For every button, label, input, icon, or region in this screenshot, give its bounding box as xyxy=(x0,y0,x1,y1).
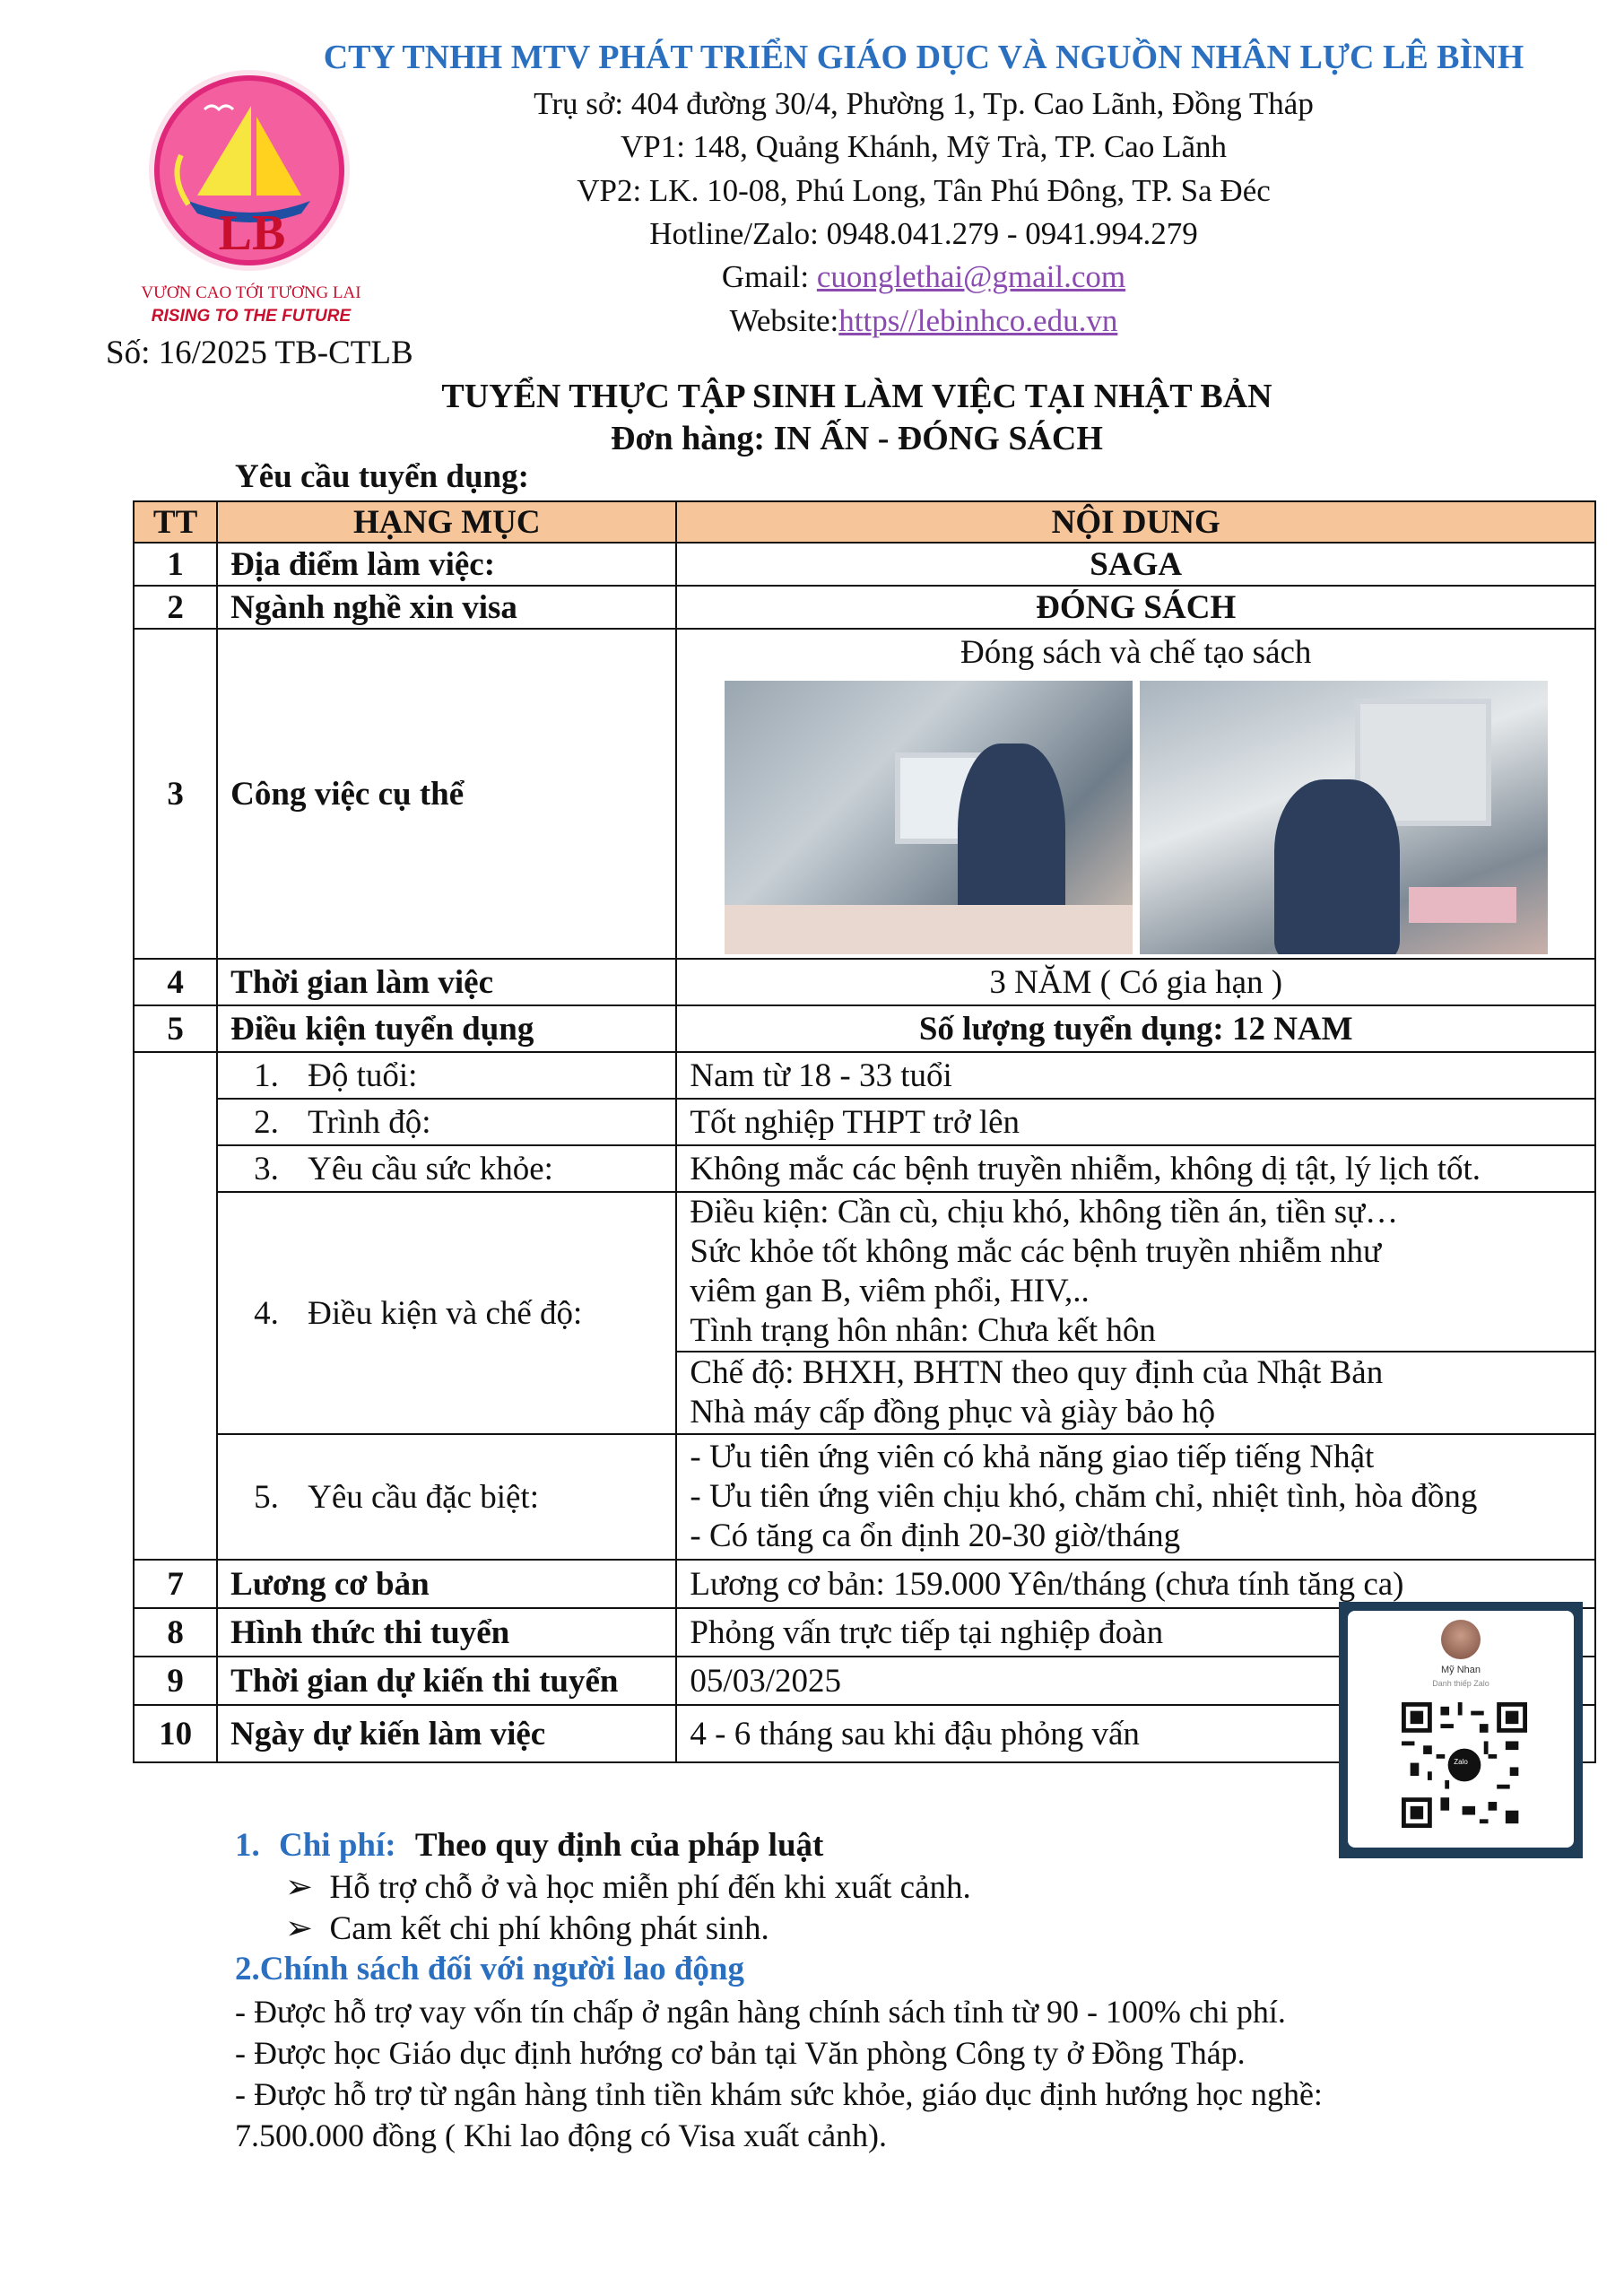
page-title: TUYỂN THỰC TẬP SINH LÀM VIỆC TẠI NHẬT BẢN xyxy=(441,378,1272,415)
job-description: Đóng sách và chế tạo sách xyxy=(960,634,1312,671)
table-subrow xyxy=(134,1434,1595,1560)
subrow-content: Tốt nghiệp THPT trở lên xyxy=(676,1099,1595,1145)
website-label: Website: xyxy=(729,303,839,338)
table-row xyxy=(134,959,1595,1005)
policy-line: - Được hỗ trợ vay vốn tín chấp ở ngân hàng chính sách tỉnh từ 90 - 100% chi phí. xyxy=(235,1994,1286,2030)
policy-line: 7.500.000 đồng ( Khi lao động có Visa xuất cảnh). xyxy=(235,2118,888,2153)
row-content: Số lượng tuyển dụng: 12 NAM xyxy=(676,1005,1595,1052)
job-photos xyxy=(690,681,1582,954)
costs-value: Theo quy định của pháp luật xyxy=(414,1827,824,1864)
table-subrow xyxy=(134,1192,1595,1352)
list-item: ➢ Cam kết chi phí không phát sinh. xyxy=(285,1910,769,1947)
row-content: 3 NĂM ( Có gia hạn ) xyxy=(676,959,1595,1005)
row-number: 10 xyxy=(134,1705,217,1762)
requirements-label: Yêu cầu tuyển dụng: xyxy=(235,458,529,495)
row-item: Địa điểm làm việc: xyxy=(217,543,676,586)
subrow-item: 4. Điều kiện và chế độ: xyxy=(217,1192,676,1434)
photo-worker-computer xyxy=(725,681,1133,954)
website-line xyxy=(386,303,1462,339)
address-line: VP1: 148, Quảng Khánh, Mỹ Trà, TP. Cao Lãnh xyxy=(620,129,1228,164)
row-content: Phỏng vấn trực tiếp tại nghiệp đoàn xyxy=(676,1608,1595,1657)
row-number: 3 xyxy=(134,629,217,959)
row-item: Hình thức thi tuyển xyxy=(217,1608,676,1657)
gmail-link[interactable]: cuonglethai@gmail.com xyxy=(816,259,1126,294)
row-number: 1 xyxy=(134,543,217,586)
header-content: NỘI DUNG xyxy=(676,501,1595,543)
subrow-item: 2. Trình độ: xyxy=(217,1099,676,1145)
subrow-item: 1. Độ tuổi: xyxy=(217,1052,676,1099)
website-link[interactable]: https//lebinhco.edu.vn xyxy=(838,303,1118,338)
table-subrow xyxy=(134,1099,1595,1145)
table-row xyxy=(134,543,1595,586)
row-content: 05/03/2025 xyxy=(676,1657,1595,1705)
row-number: 7 xyxy=(134,1560,217,1608)
table-row xyxy=(134,586,1595,629)
row-content: 4 - 6 tháng sau khi đậu phỏng vấn xyxy=(676,1705,1595,1762)
row-item: Lương cơ bản xyxy=(217,1560,676,1608)
row-content xyxy=(676,629,1595,959)
header-item: HẠNG MỤC xyxy=(217,501,676,543)
table-row xyxy=(134,1005,1595,1052)
row-number: 5 xyxy=(134,1005,217,1052)
row-content: ĐÓNG SÁCH xyxy=(676,586,1595,629)
subrow-content: Không mắc các bệnh truyền nhiễm, không dị tật, lý lịch tốt. xyxy=(676,1145,1595,1192)
gmail-label: Gmail: xyxy=(721,259,817,294)
logo-letters: LB xyxy=(218,205,286,261)
row-item: Thời gian dự kiến thi tuyển xyxy=(217,1657,676,1705)
address-line: Trụ sở: 404 đường 30/4, Phường 1, Tp. Cao Lãnh, Đồng Tháp xyxy=(534,86,1314,121)
qr-name: Mỹ Nhan xyxy=(1440,1665,1481,1675)
row-number: 4 xyxy=(134,959,217,1005)
table-header-row xyxy=(134,501,1595,543)
costs-label: Chi phí: xyxy=(279,1827,396,1864)
row-number: 9 xyxy=(134,1657,217,1705)
subrow-item: 3. Yêu cầu sức khỏe: xyxy=(217,1145,676,1192)
policy-line: - Được hỗ trợ từ ngân hàng tỉnh tiền khám sức khỏe, giáo dục định hướng học nghề: xyxy=(235,2076,1323,2112)
table-row xyxy=(134,1560,1595,1608)
gmail-line xyxy=(386,259,1462,295)
table-subrow xyxy=(134,1145,1595,1192)
company-logo xyxy=(135,70,368,366)
photo-worker-cutting xyxy=(1140,681,1548,954)
zalo-qr-card[interactable] xyxy=(1339,1602,1583,1858)
avatar xyxy=(1441,1620,1481,1659)
arrow-bullet-icon: ➢ xyxy=(285,1869,314,1906)
company-name: CTY TNHH MTV PHÁT TRIỂN GIÁO DỤC VÀ NGUỒN NHÂN LỰC LÊ BÌNH xyxy=(323,39,1524,76)
logo-tagline-en: RISING TO THE FUTURE xyxy=(151,307,352,326)
table-row xyxy=(134,629,1595,959)
row-item: Công việc cụ thể xyxy=(217,629,676,959)
page-subtitle: Đơn hàng: IN ẤN - ĐÓNG SÁCH xyxy=(611,420,1103,457)
document-number: Số: 16/2025 TB-CTLB xyxy=(106,335,413,371)
row-item: Thời gian làm việc xyxy=(217,959,676,1005)
subrow-content: Chế độ: BHXH, BHTN theo quy định của Nhật Bản Nhà máy cấp đồng phục và giày bảo hộ xyxy=(676,1352,1595,1434)
logo-tagline-vn: VƯƠN CAO TỚI TƯƠNG LAI xyxy=(141,283,361,302)
row-item: Ngành nghề xin visa xyxy=(217,586,676,629)
subrow-content: Nam từ 18 - 33 tuổi xyxy=(676,1052,1595,1099)
row-content: Lương cơ bản: 159.000 Yên/tháng (chưa tính tăng ca) xyxy=(676,1560,1595,1608)
qr-card-inner xyxy=(1348,1611,1574,1848)
subrow-item: 5. Yêu cầu đặc biệt: xyxy=(217,1434,676,1560)
hotline-line: Hotline/Zalo: 0948.041.279 - 0941.994.279 xyxy=(649,216,1198,251)
list-item: ➢ Hỗ trợ chỗ ở và học miễn phí đến khi xuất cảnh. xyxy=(285,1869,971,1906)
zalo-logo-label: Zalo xyxy=(1454,1758,1468,1766)
qr-subtitle: Danh thiếp Zalo xyxy=(1432,1679,1489,1688)
table-subrow xyxy=(134,1052,1595,1099)
costs-number: 1. xyxy=(235,1827,260,1864)
row-item: Điều kiện tuyển dụng xyxy=(217,1005,676,1052)
row-content: SAGA xyxy=(676,543,1595,586)
requirements-table xyxy=(133,500,1596,1763)
address-line: VP2: LK. 10-08, Phú Long, Tân Phú Đông, TP. Sa Đéc xyxy=(577,173,1271,208)
policy-heading: 2.Chính sách đối với người lao động xyxy=(235,1951,744,1987)
arrow-bullet-icon: ➢ xyxy=(285,1910,314,1947)
row-number: 8 xyxy=(134,1608,217,1657)
subrow-content: - Ưu tiên ứng viên có khả năng giao tiếp tiếng Nhật - Ưu tiên ứng viên chịu khó, chăm chỉ, nhiệt tình, hòa đồng - Có tăng ca ổn định 20-30 giờ/tháng xyxy=(676,1434,1595,1560)
header-tt: TT xyxy=(134,501,217,543)
row-number: 2 xyxy=(134,586,217,629)
merged-cell xyxy=(134,1052,217,1560)
policy-line: - Được học Giáo dục định hướng cơ bản tại Văn phòng Công ty ở Đồng Tháp. xyxy=(235,2035,1246,2071)
costs-heading xyxy=(235,1826,823,1865)
row-item: Ngày dự kiến làm việc xyxy=(217,1705,676,1762)
subrow-content: Điều kiện: Cần cù, chịu khó, không tiền án, tiền sự… Sức khỏe tốt không mắc các bệnh truyền nhiễm như viêm gan B, viêm phổi, HIV,.. Tình trạng hôn nhân: Chưa kết hôn xyxy=(676,1192,1595,1352)
